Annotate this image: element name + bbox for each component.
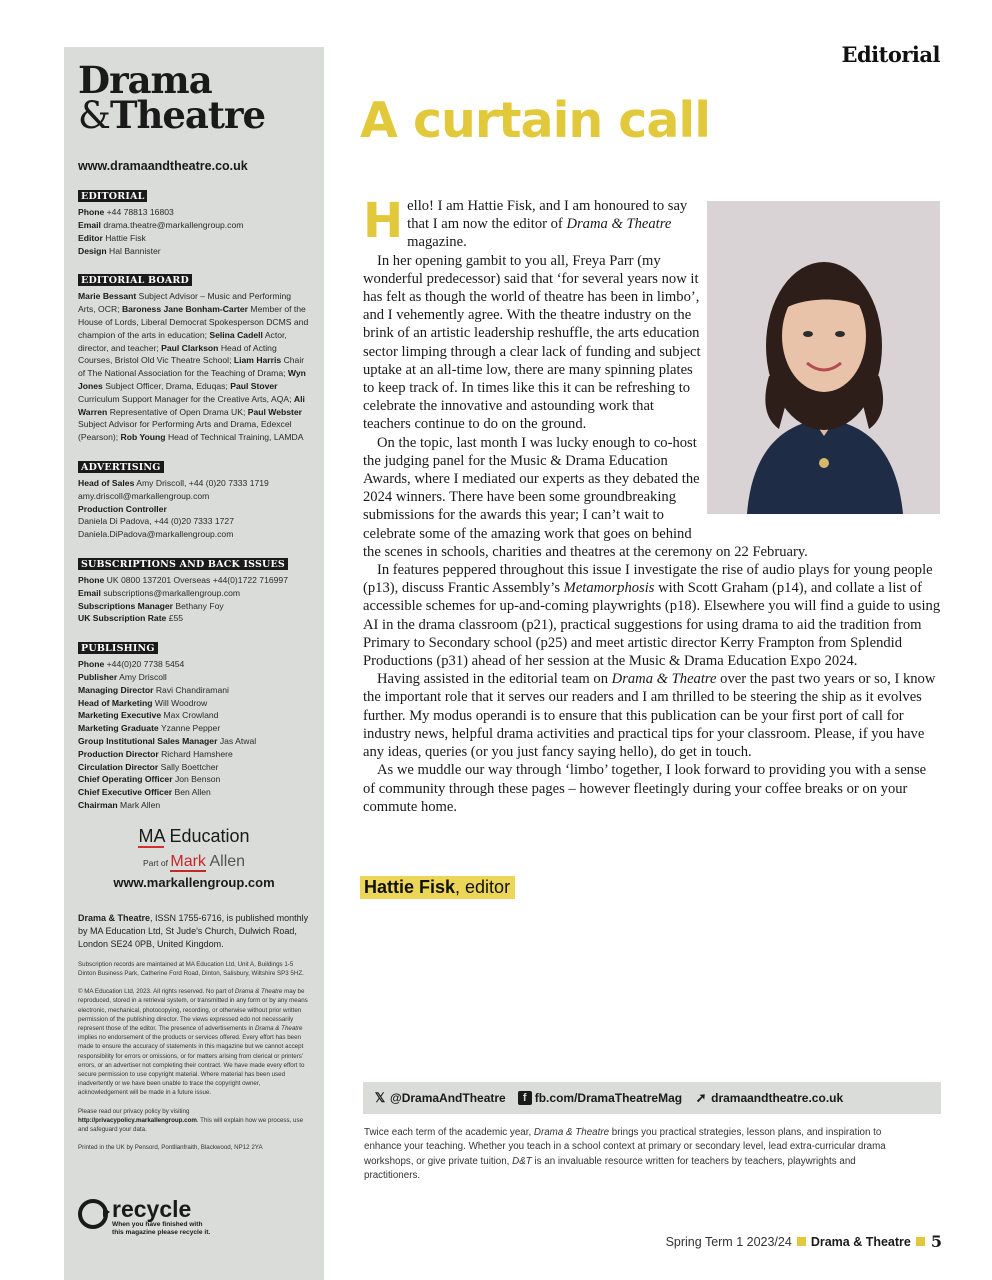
article-paragraph: In features peppered throughout this issue I investigate the rise of audio plays for young people (p13), discuss Frantic Assembly’s Metamorphosis with Scott Graham (p14), and collate a list of accessible schemes for up-and-coming playwrights (p18). Elsewhere you will find a guide to using AI in the drama classroom (p21), practical suggestions for using drama to aid the tradition from Primary to Secondary school (p25) and meet artistic director Kerry Frampton from Splendid Productions (p31) ahead of her session at the Music & Drama Education Expo 2024.	[363, 562, 941, 670]
recycle-logo: recycle When you have finished with this magazine please recycle it.	[78, 1197, 210, 1237]
subscriptions-heading: SUBSCRIPTIONS AND BACK ISSUES	[78, 558, 288, 570]
article-paragraph: On the topic, last month I was lucky enough to co-host the judging panel for the Music & Drama Education Awards, where I mediated our experts as they debated the 2024 winners. There have been some groundbreaking submissions for the awards this year; I can’t wait to celebrate some of the amazing work that goes on behind the scenes in schools, charities and theatres at the ceremony on 22 February.	[363, 434, 808, 560]
drop-cap: H	[363, 193, 404, 249]
facebook-link[interactable]: f fb.com/DramaTheatreMag	[518, 1091, 682, 1105]
printer-note: Printed in the UK by Pensord, Pontllanfraith, Blackwood, NP12 2YA	[78, 1144, 263, 1152]
subscription-records: Subscription records are maintained at MA Education Ltd, Unit A, Buildings 1-5 Dinton Business Park, Catherine Ford Road, Dinton, Salisbury, Wiltshire SP3 5HZ.	[78, 960, 304, 977]
editorial-board-heading: EDITORIAL BOARD	[78, 274, 192, 286]
page-footer: Spring Term 1 2023/24 Drama & Theatre 5	[665, 1232, 942, 1251]
square-bullet-icon	[797, 1237, 806, 1246]
magazine-logo: Drama &Theatre	[78, 58, 266, 138]
masthead-sidebar	[64, 47, 324, 1280]
ma-education-logo: MA Education Part of Mark Allen www.markallengroup.com	[78, 826, 310, 890]
headline: A curtain call	[360, 92, 711, 149]
section-label: Editorial	[841, 42, 940, 67]
publication-info: Drama & Theatre, ISSN 1755-6716, is published monthly by MA Education Ltd, St Jude's Church, Dulwich Road, London SE24 0PB, United Kingdom.	[78, 912, 309, 949]
editorial-article	[363, 193, 941, 816]
publishing-contacts: Phone +44(0)20 7738 5454 Publisher Amy Driscoll Managing Director Ravi Chandiramani Head of Marketing Will Woodrow Marketing Executive Max Crowland Marketing Graduate Yzanne Pepper Group Institutional Sales Manager Jas Atwal Production Director Richard Hamshere Circulation Director Sally Boettcher Chief Operating Officer Jon Benson Chief Executive Officer Ben Allen Chairman Mark Allen	[78, 659, 257, 810]
cursor-icon: ➚	[695, 1090, 707, 1105]
author-signoff: Hattie Fisk, editor	[360, 876, 515, 899]
x-icon: 𝕏	[374, 1090, 386, 1105]
publishing-heading: PUBLISHING	[78, 642, 158, 654]
copyright-notice: © MA Education Ltd, 2023. All rights reserved. No part of Drama & Theatre may be reproduced, stored in a retrieval system, or transmitted in any form or by any means electronic, mechanical, photocopying, recording, or otherwise without prior written permission of the publishing director. The views expressed edo not necessarily represent those of the editor. The presence of advertisements in Drama & Theatre implies no endorsement of the products or services offered. Every effort has been made to ensure the accuracy of statements in this magazine but we cannot accept responsibility for errors or omissions, or for matters arising from clerical or printers' errors, or an advertiser not completing their contract. We have made every effort to secure permission to use copyright material. Where material has been used inadvertently or we have been unable to trace the copyright owner, acknowledgement will be made in a future issue.	[78, 988, 308, 1097]
article-paragraph: Having assisted in the editorial team on Drama & Theatre over the past two years or so, I know the important role that it serves our readers and I am thrilled to be steering the ship as it evolves further. My modus operandi is to ensure that this publication can be your first port of call for industry news, helpful drama activities and practical tips for your classroom. Please, if you have any ideas, queries (or you just fancy saying hello), do get in touch.	[363, 671, 936, 761]
article-paragraph: In her opening gambit to you all, Freya Parr (my wonderful predecessor) said that ‘for several years now it has felt as though the world of theatre has been in limbo’, and I vehemently agree. With the theatre industry on the brink of an artistic leadership reshuffle, the arts education sector limping through a clear lack of funding and subject uptake at an all-time low, there are many spinning plates to keep track of. In times like this it can be refreshing to celebrate the innovative and astounding work that teachers continue to do on the ground.	[363, 252, 701, 433]
page-number: 5	[930, 1232, 942, 1251]
square-bullet-icon	[916, 1237, 925, 1246]
x-link[interactable]: 𝕏 @DramaAndTheatre	[374, 1090, 506, 1105]
recycle-icon	[78, 1199, 108, 1229]
privacy-policy-link[interactable]: http://privacypolicy.markallengroup.com	[78, 1116, 197, 1124]
advertising-heading: ADVERTISING	[78, 461, 164, 473]
article-paragraph: Hello! I am Hattie Fisk, and I am honoured to say that I am now the editor of Drama & Theatre magazine.	[363, 193, 688, 251]
editorial-contacts: Phone +44 78813 16803 Email drama.theatre@markallengroup.com Editor Hattie Fisk Design Hal Bannister	[78, 207, 244, 256]
subscriptions-contacts: Phone UK 0800 137201 Overseas +44(0)1722 716997 Email subscriptions@markallengroup.com Subscriptions Manager Bethany Foy UK Subscription Rate £55	[78, 575, 288, 624]
editorial-heading: EDITORIAL	[78, 190, 147, 202]
privacy-notice: Please read our privacy policy by visiting http://privacypolicy.markallengroup.com. This will explain how we process, use and safeguard your data.	[78, 1107, 304, 1134]
mark-allen-url[interactable]: www.markallengroup.com	[113, 874, 275, 890]
editorial-board-list: Marie Bessant Subject Advisor – Music and Performing Arts, OCR; Baroness Jane Bonham-Carter Member of the House of Lords, Liberal Democrat Spokesperson DCMS and champion of the arts in education; Selina Cadell Actor, director, and teacher; Paul Clarkson Head of Acting Courses, Bristol Old Vic Theatre School; Liam Harris Chair of The National Association for the Teaching of Drama; Wyn Jones Subject Officer, Drama, Eduqas; Paul Stover Curriculum Support Manager for the Creative Arts, AQA; Ali Warren Representative of Open Drama UK; Paul Webster Subject Advisor for Performing Arts and Drama, Edexcel (Pearson); Rob Young Head of Technical Training, LAMDA	[78, 291, 309, 443]
social-links-bar	[363, 1082, 941, 1114]
magazine-blurb: Twice each term of the academic year, Drama & Theatre brings you practical strategies, lesson plans, and inspiration to enhance your teaching. Whether you teach in a school context at primary or secondary level, lead extra-curricular drama workshops, or give private tuition, D&T is an invaluable resource written for teachers by teachers, playwrights and practitioners.	[364, 1127, 886, 1181]
facebook-icon: f	[518, 1091, 532, 1105]
article-paragraph: As we muddle our way through ‘limbo’ together, I look forward to providing you with a sense of community through these pages – however fleetingly during your coffee breaks or on your commute home.	[363, 762, 927, 815]
website-link[interactable]: ➚ dramaandtheatre.co.uk	[695, 1090, 844, 1105]
site-url[interactable]: www.dramaandtheatre.co.uk	[78, 159, 248, 174]
advertising-contacts: Head of Sales Amy Driscoll, +44 (0)20 7333 1719 amy.driscoll@markallengroup.com Production Controller Daniela Di Padova, +44 (0)20 7333 1727 Daniela.DiPadova@markallengroup.com	[78, 478, 269, 540]
